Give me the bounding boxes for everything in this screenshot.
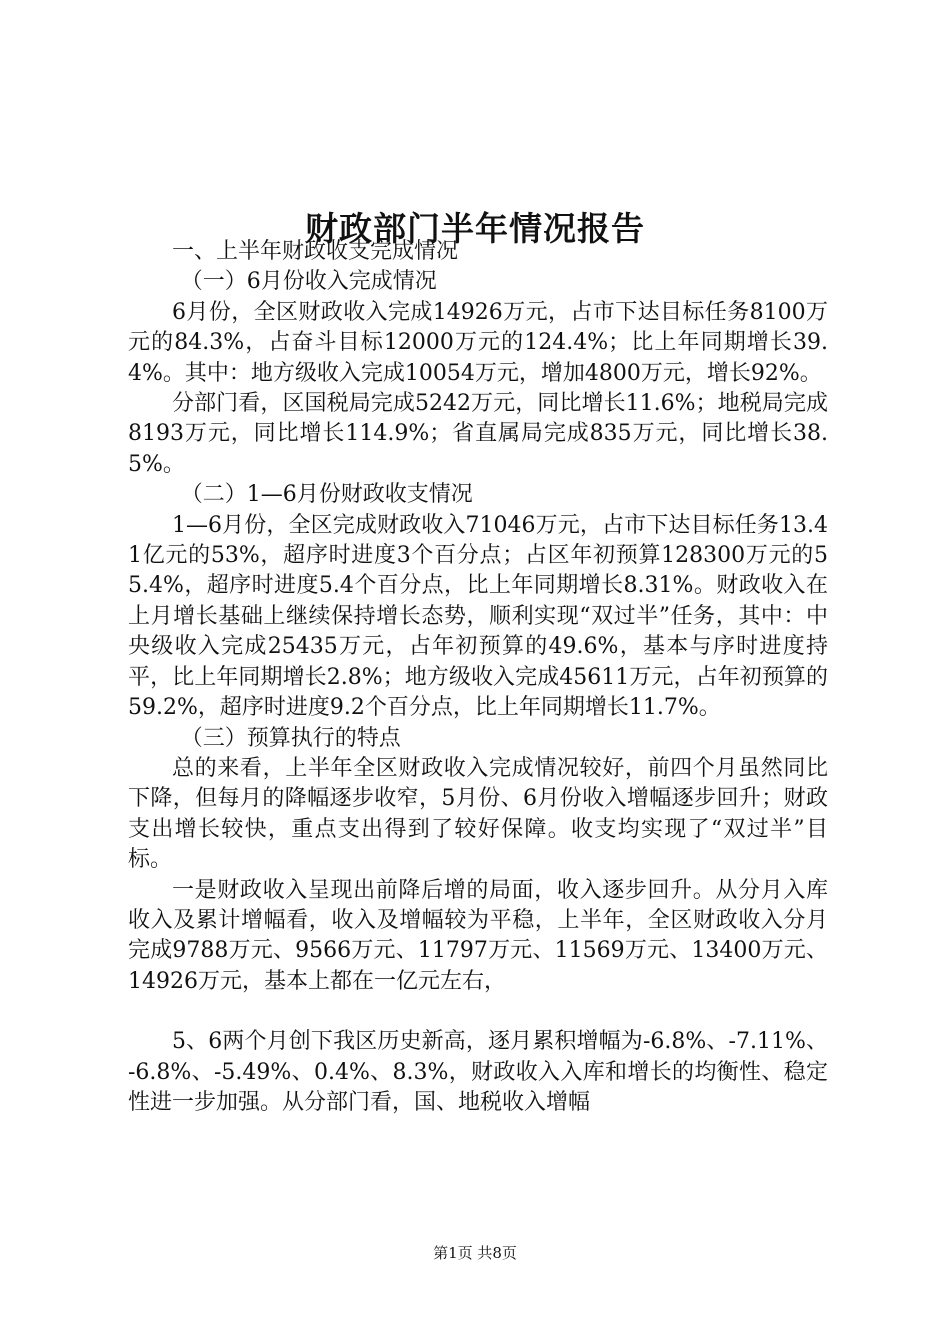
paragraph: 一是财政收入呈现出前降后增的局面，收入逐步回升。从分月入库收入及累计增幅看，收入及增幅较为平稳，上半年，全区财政收入分月完成9788万元、9566万元、11797万元、11569万元、13400万元、14926万元，基本上都在一亿元左右， bbox=[128, 877, 828, 994]
subsection-heading-1: （一）6月份收入完成情况 bbox=[180, 269, 437, 295]
subsection-heading-3: （三）预算执行的特点 bbox=[180, 725, 401, 751]
page-footer: 第1页 共8页 bbox=[433, 1244, 517, 1262]
paragraph: 5、6两个月创下我区历史新高，逐月累积增幅为-6.8%、-7.11%、-6.8%、-5.49%、0.4%、8.3%，财政收入入库和增长的均衡性、稳定性进一步加强。从分部门看，国、地税收入增幅 bbox=[128, 1029, 828, 1115]
paragraph: 1—6月份，全区完成财政收入71046万元，占市下达目标任务13.41亿元的53%，超序时进度3个百分点；占区年初预算128300万元的55.4%，超序时进度5.4个百分点，比上年同期增长8.31%。财政收入在上月增长基础上继续保持增长态势，顺利实现“双过半”任务，其中：中央级收入完成25435万元，占年初预算的49.6%，基本与序时进度持平，比上年同期增长2.8%；地方级收入完成45611万元，占年初预算的59.2%，超序时进度9.2个百分点，比上年同期增长11.7%。 bbox=[128, 512, 828, 721]
section-heading-1: 一、上半年财政收支完成情况 bbox=[172, 239, 459, 264]
paragraph: 总的来看，上半年全区财政收入完成情况较好，前四个月虽然同比下降，但每月的降幅逐步收窄，5月份、6月份收入增幅逐步回升；财政支出增长较快，重点支出得到了较好保障。收支均实现了“双过半”目标。 bbox=[128, 755, 828, 873]
subsection-heading-2: （二）1—6月份财政收支情况 bbox=[180, 482, 473, 508]
document-title: 财政部门半年情况报告 bbox=[305, 209, 645, 249]
document-body bbox=[128, 237, 828, 1118]
paragraph: 分部门看，区国税局完成5242万元，同比增长11.6%；地税局完成8193万元，同比增长114.9%；省直属局完成835万元，同比增长38.5%。 bbox=[128, 391, 828, 477]
paragraph: 6月份，全区财政收入完成14926万元，占市下达目标任务8100万元的84.3%，占奋斗目标12000万元的124.4%；比上年同期增长39.4%。其中：地方级收入完成10054万元，增加4800万元，增长92%。 bbox=[128, 299, 828, 386]
